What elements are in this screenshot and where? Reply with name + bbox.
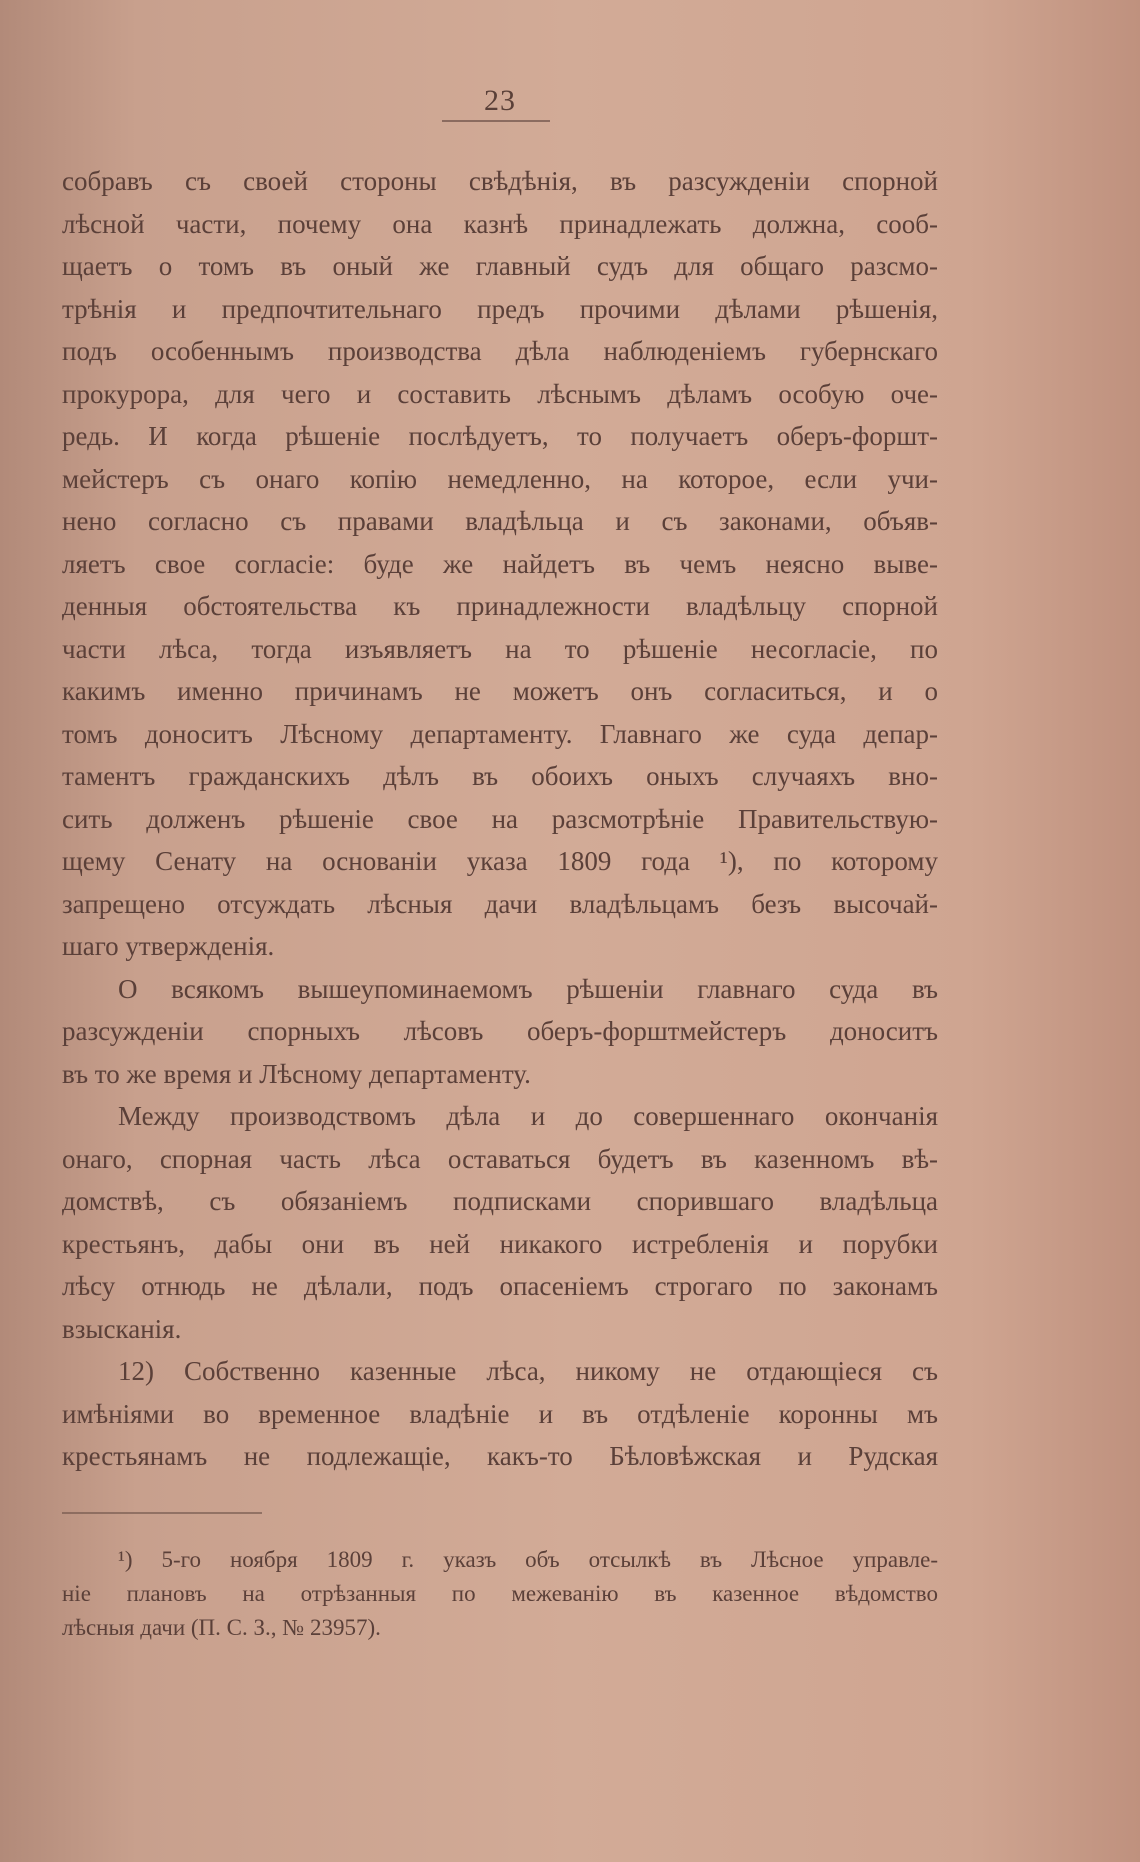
text-line: щаетъ о томъ въ оный же главный судъ для общаго разсмо- [62, 251, 938, 281]
text-line: подъ особеннымъ производства дѣла наблюденіемъ губернскаго [62, 336, 938, 366]
footnote-line: лѣсныя дачи (П. С. З., № 23957). [62, 1615, 381, 1640]
text-line: Между производствомъ дѣла и до совершеннаго окончанія [118, 1101, 938, 1131]
text-line: трѣнія и предпочтительнаго предъ прочими дѣлами рѣшенія, [62, 293, 938, 324]
text-line: взысканія. [62, 1313, 182, 1344]
text-line: щему Сенату на основаніи указа 1809 года ¹), по которому [62, 846, 938, 876]
header-rule [442, 120, 550, 122]
text-line: разсужденіи спорныхъ лѣсовъ оберъ-форштмейстеръ доноситъ [62, 1016, 938, 1046]
text-line: въ то же время и Лѣсному департаменту. [62, 1058, 531, 1089]
text-line: шаго утвержденія. [62, 931, 275, 961]
text-line: крестьянъ, дабы они въ ней никакого истребленія и порубки [62, 1228, 938, 1259]
text-line: редь. И когда рѣшеніе послѣдуетъ, то получаетъ оберъ-форшт- [62, 421, 938, 451]
text-line: денныя обстоятельства къ принадлежности владѣльцу спорной [62, 591, 938, 621]
text-line: имѣніями во временное владѣніе и въ отдѣленіе коронны мъ [62, 1398, 938, 1429]
text-line: онаго, спорная часть лѣса оставаться будетъ въ казенномъ вѣ- [62, 1143, 938, 1174]
text-line: запрещено отсуждать лѣсныя дачи владѣльцамъ безъ высочай- [62, 888, 938, 919]
text-line: мейстеръ съ онаго копію немедленно, на которое, если учи- [62, 463, 938, 494]
text-line: домствѣ, съ обязаніемъ подписками спорившаго владѣльца [62, 1186, 938, 1216]
body-text [62, 160, 938, 1478]
text-line: лѣсной части, почему она казнѣ принадлежать должна, сооб- [62, 208, 938, 239]
text-line: томъ доноситъ Лѣсному департаменту. Главнаго же суда депар- [62, 718, 938, 749]
footnote-line: ніе плановъ на отрѣзанныя по межеванію въ казенное вѣдомство [62, 1581, 938, 1606]
text-line: 12) Собственно казенные лѣса, никому не отдающіеся съ [118, 1356, 938, 1386]
text-line: какимъ именно причинамъ не можетъ онъ согласиться, и о [62, 676, 938, 706]
text-line: лѣсу отнюдь не дѣлали, подъ опасеніемъ строгаго по законамъ [62, 1271, 938, 1301]
text-line: таментъ гражданскихъ дѣлъ въ обоихъ оныхъ случаяхъ вно- [62, 761, 938, 791]
text-line: части лѣса, тогда изъявляетъ на то рѣшеніе несогласіе, по [62, 633, 938, 664]
text-line: крестьянамъ не подлежащіе, какъ-то Бѣловѣжская и Рудская [62, 1441, 938, 1471]
footnote-separator [62, 1512, 262, 1514]
text-line: О всякомъ вышеупоминаемомъ рѣшеніи главнаго суда въ [118, 973, 938, 1004]
text-line: сить долженъ рѣшеніе свое на разсмотрѣніе Правительствую- [62, 803, 938, 834]
text-line: ляетъ свое согласіе: буде же найдетъ въ чемъ неясно выве- [62, 548, 938, 579]
page-number: 23 [484, 84, 516, 117]
text-line: собравъ съ своей стороны свѣдѣнія, въ разсужденіи спорной [62, 166, 938, 196]
footnote [62, 1543, 938, 1645]
footnote-line: ¹) 5-го ноября 1809 г. указъ объ отсылкѣ въ Лѣсное управле- [118, 1547, 938, 1572]
text-line: нено согласно съ правами владѣльца и съ законами, объяв- [62, 506, 938, 536]
text-line: прокурора, для чего и составить лѣснымъ дѣламъ особую оче- [62, 378, 938, 409]
